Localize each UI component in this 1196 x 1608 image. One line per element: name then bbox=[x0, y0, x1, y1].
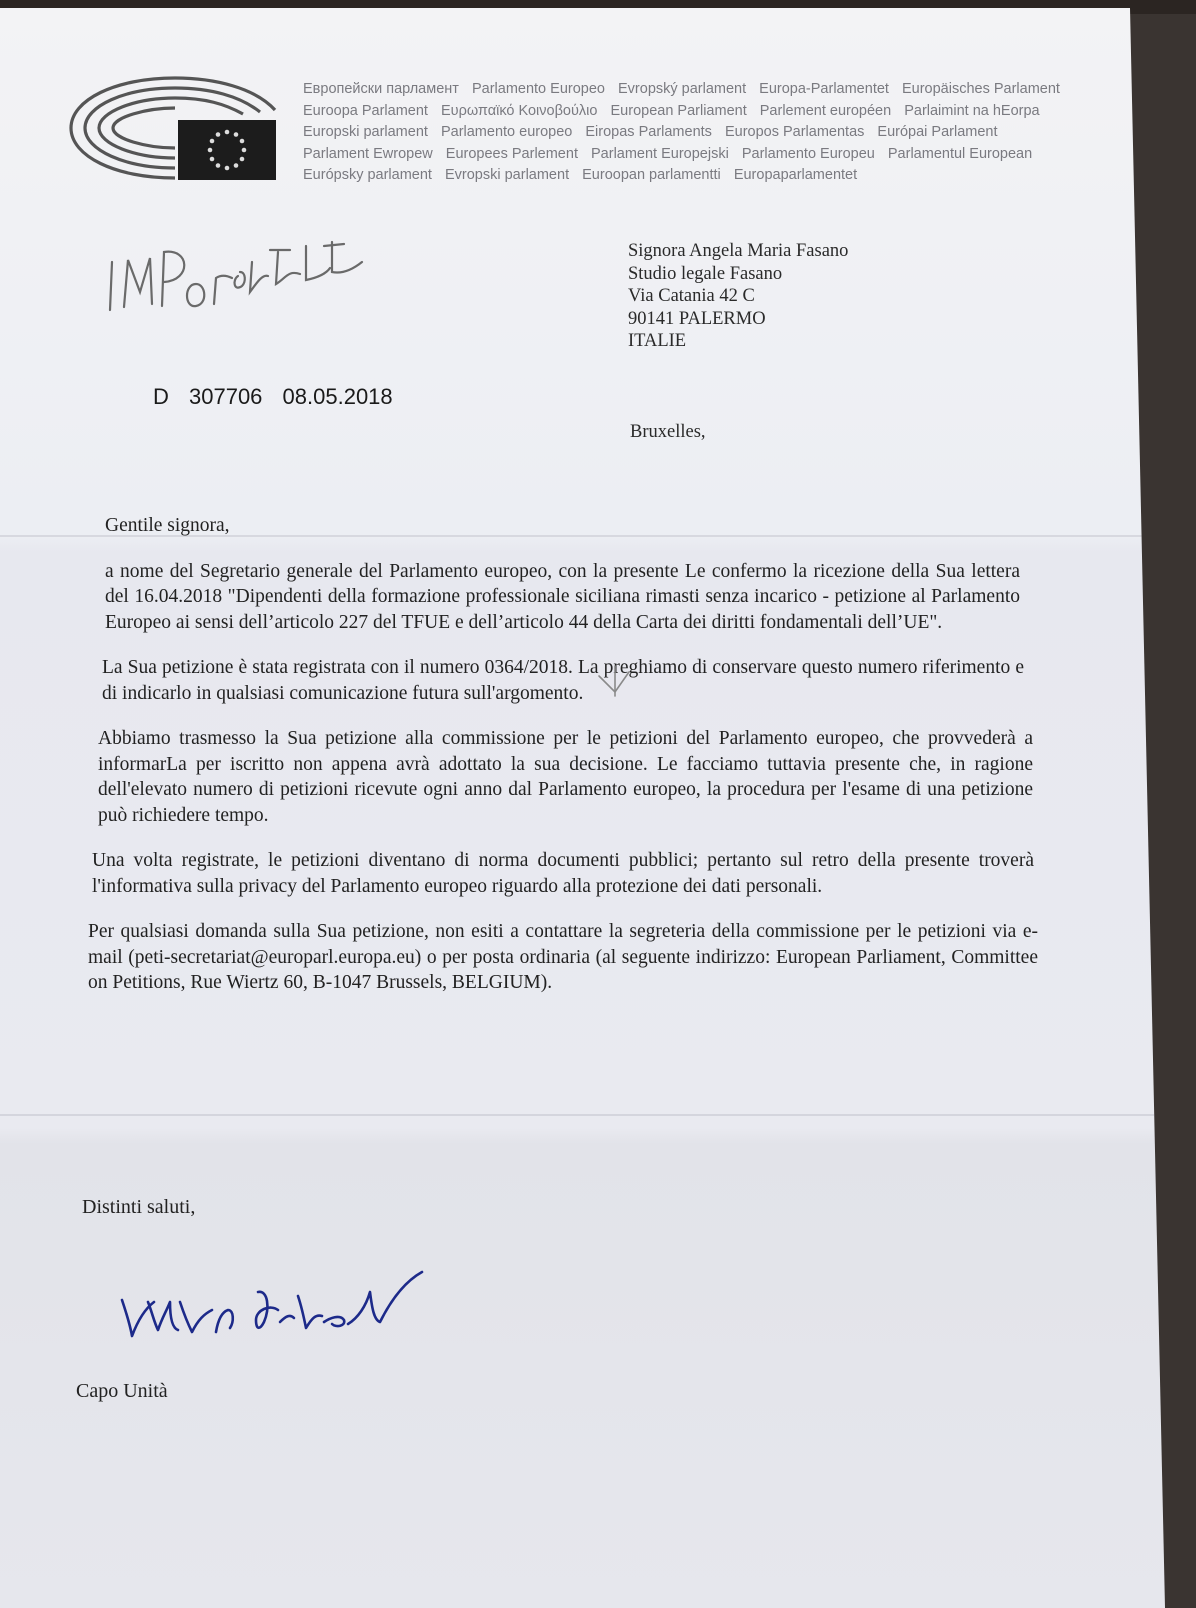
recipient-firm: Studio legale Fasano bbox=[628, 263, 783, 284]
institution-name: Parlamentul European bbox=[887, 145, 1033, 162]
institution-name: Evropský parlament bbox=[618, 81, 747, 97]
institution-name: Parlamento europeo bbox=[440, 124, 573, 140]
institution-names-header bbox=[303, 79, 1093, 187]
paragraph: Abbiamo trasmesso la Sua petizione alla commissione per le petizioni del Parlamento europeo, che provvederà a informarLa per iscritto non appena avrà adottato la sua decisione. Le facciamo tuttavia presente che, in ragione dell'elevato numero di petizioni ricevute ogni anno dal Parlamento europeo, la procedura per l'esame di una petizione può richiedere tempo. bbox=[98, 728, 1033, 826]
institution-name: Европейски парламент bbox=[303, 81, 459, 97]
recipient-country: ITALIE bbox=[628, 331, 687, 351]
institution-name: Euroopan parlamentti bbox=[582, 167, 721, 183]
letter-body bbox=[88, 513, 1038, 1016]
handwritten-note bbox=[100, 222, 380, 322]
institution-name: European Parliament bbox=[610, 102, 747, 119]
reference-number: D 307706 bbox=[153, 384, 263, 409]
header-line bbox=[303, 165, 1093, 187]
paragraph: La Sua petizione è stata registrata con il numero 0364/2018. La preghiamo di conservare questo numero riferimento e di indicarlo in qualsiasi comunicazione futura sull'argomento. bbox=[102, 657, 1024, 704]
recipient-name: Signora Angela Maria Fasano bbox=[628, 241, 849, 261]
paragraph: a nome del Segretario generale del Parlamento europeo, con la presente Le confermo la ricezione della Sua lettera del 16.04.2018 "Dipendenti della formazione professionale siciliana rimasti senza incarico - petizione al Parlamento Europeo ai sensi dell’articolo 227 del TFUE e dell’articolo 44 della Carta dei diritti fondamentali dell’UE". bbox=[105, 560, 1020, 633]
header-line bbox=[303, 122, 1093, 144]
place-line: Bruxelles, bbox=[630, 422, 706, 442]
paragraph: Una volta registrate, le petizioni diventano di norma documenti pubblici; pertanto sul retro della presente troverà l'informativa sulla privacy del Parlamento europeo riguardo alla protezione dei dati personali. bbox=[92, 850, 1034, 897]
institution-name: Parlaimint na hEorpa bbox=[904, 102, 1040, 119]
institution-name: Europaparlamentet bbox=[733, 167, 858, 183]
pen-mark bbox=[595, 664, 635, 704]
institution-name: Eiropas Parlaments bbox=[585, 124, 712, 140]
institution-name: Parlement européen bbox=[759, 102, 892, 119]
european-parliament-logo bbox=[65, 70, 280, 188]
paragraph: Per qualsiasi domanda sulla Sua petizione, non esiti a contattare la segreteria della commissione per le petizioni via e-mail (peti-secretariat@europarl.europa.eu) o per posta ordinaria (al seguente indirizzo: European Parliament, Committee on Petitions, Rue Wiertz 60, B-1047 Brussels, BELGIUM). bbox=[88, 921, 1038, 993]
header-line bbox=[303, 144, 1093, 166]
paper-fold bbox=[0, 1114, 1165, 1116]
reference-date: 08.05.2018 bbox=[282, 384, 393, 409]
institution-name: Európsky parlament bbox=[303, 167, 432, 183]
institution-name: Parlamento Europeu bbox=[741, 145, 875, 162]
institution-name: Euroopa Parlament bbox=[303, 102, 428, 119]
closing: Distinti saluti, bbox=[82, 1196, 196, 1218]
header-line bbox=[303, 101, 1093, 123]
institution-name: Evropski parlament bbox=[444, 167, 570, 183]
header-line bbox=[303, 79, 1093, 101]
salutation: Gentile signora, bbox=[105, 515, 230, 536]
institution-name: Ευρωπαϊκό Κοινοβούλιο bbox=[440, 102, 598, 119]
institution-name: Parlament Ewropew bbox=[303, 145, 433, 162]
recipient-address bbox=[628, 240, 848, 353]
institution-name: Europos Parlamentas bbox=[724, 124, 865, 140]
institution-name: Parlament Europejski bbox=[591, 145, 729, 162]
institution-name: Europäisches Parlament bbox=[901, 81, 1060, 97]
institution-name: Europees Parlement bbox=[445, 145, 578, 162]
institution-name: Europski parlament bbox=[303, 124, 428, 140]
handwritten-signature bbox=[118, 1262, 428, 1352]
recipient-street: Via Catania 42 C bbox=[628, 286, 755, 306]
reference-line bbox=[153, 384, 393, 410]
institution-name: Európai Parlament bbox=[877, 124, 998, 140]
recipient-city: 90141 PALERMO bbox=[628, 308, 766, 329]
institution-name: Parlamento Europeo bbox=[471, 81, 605, 97]
institution-name: Europa-Parlamentet bbox=[759, 81, 889, 97]
signatory-role: Capo Unità bbox=[76, 1380, 168, 1402]
